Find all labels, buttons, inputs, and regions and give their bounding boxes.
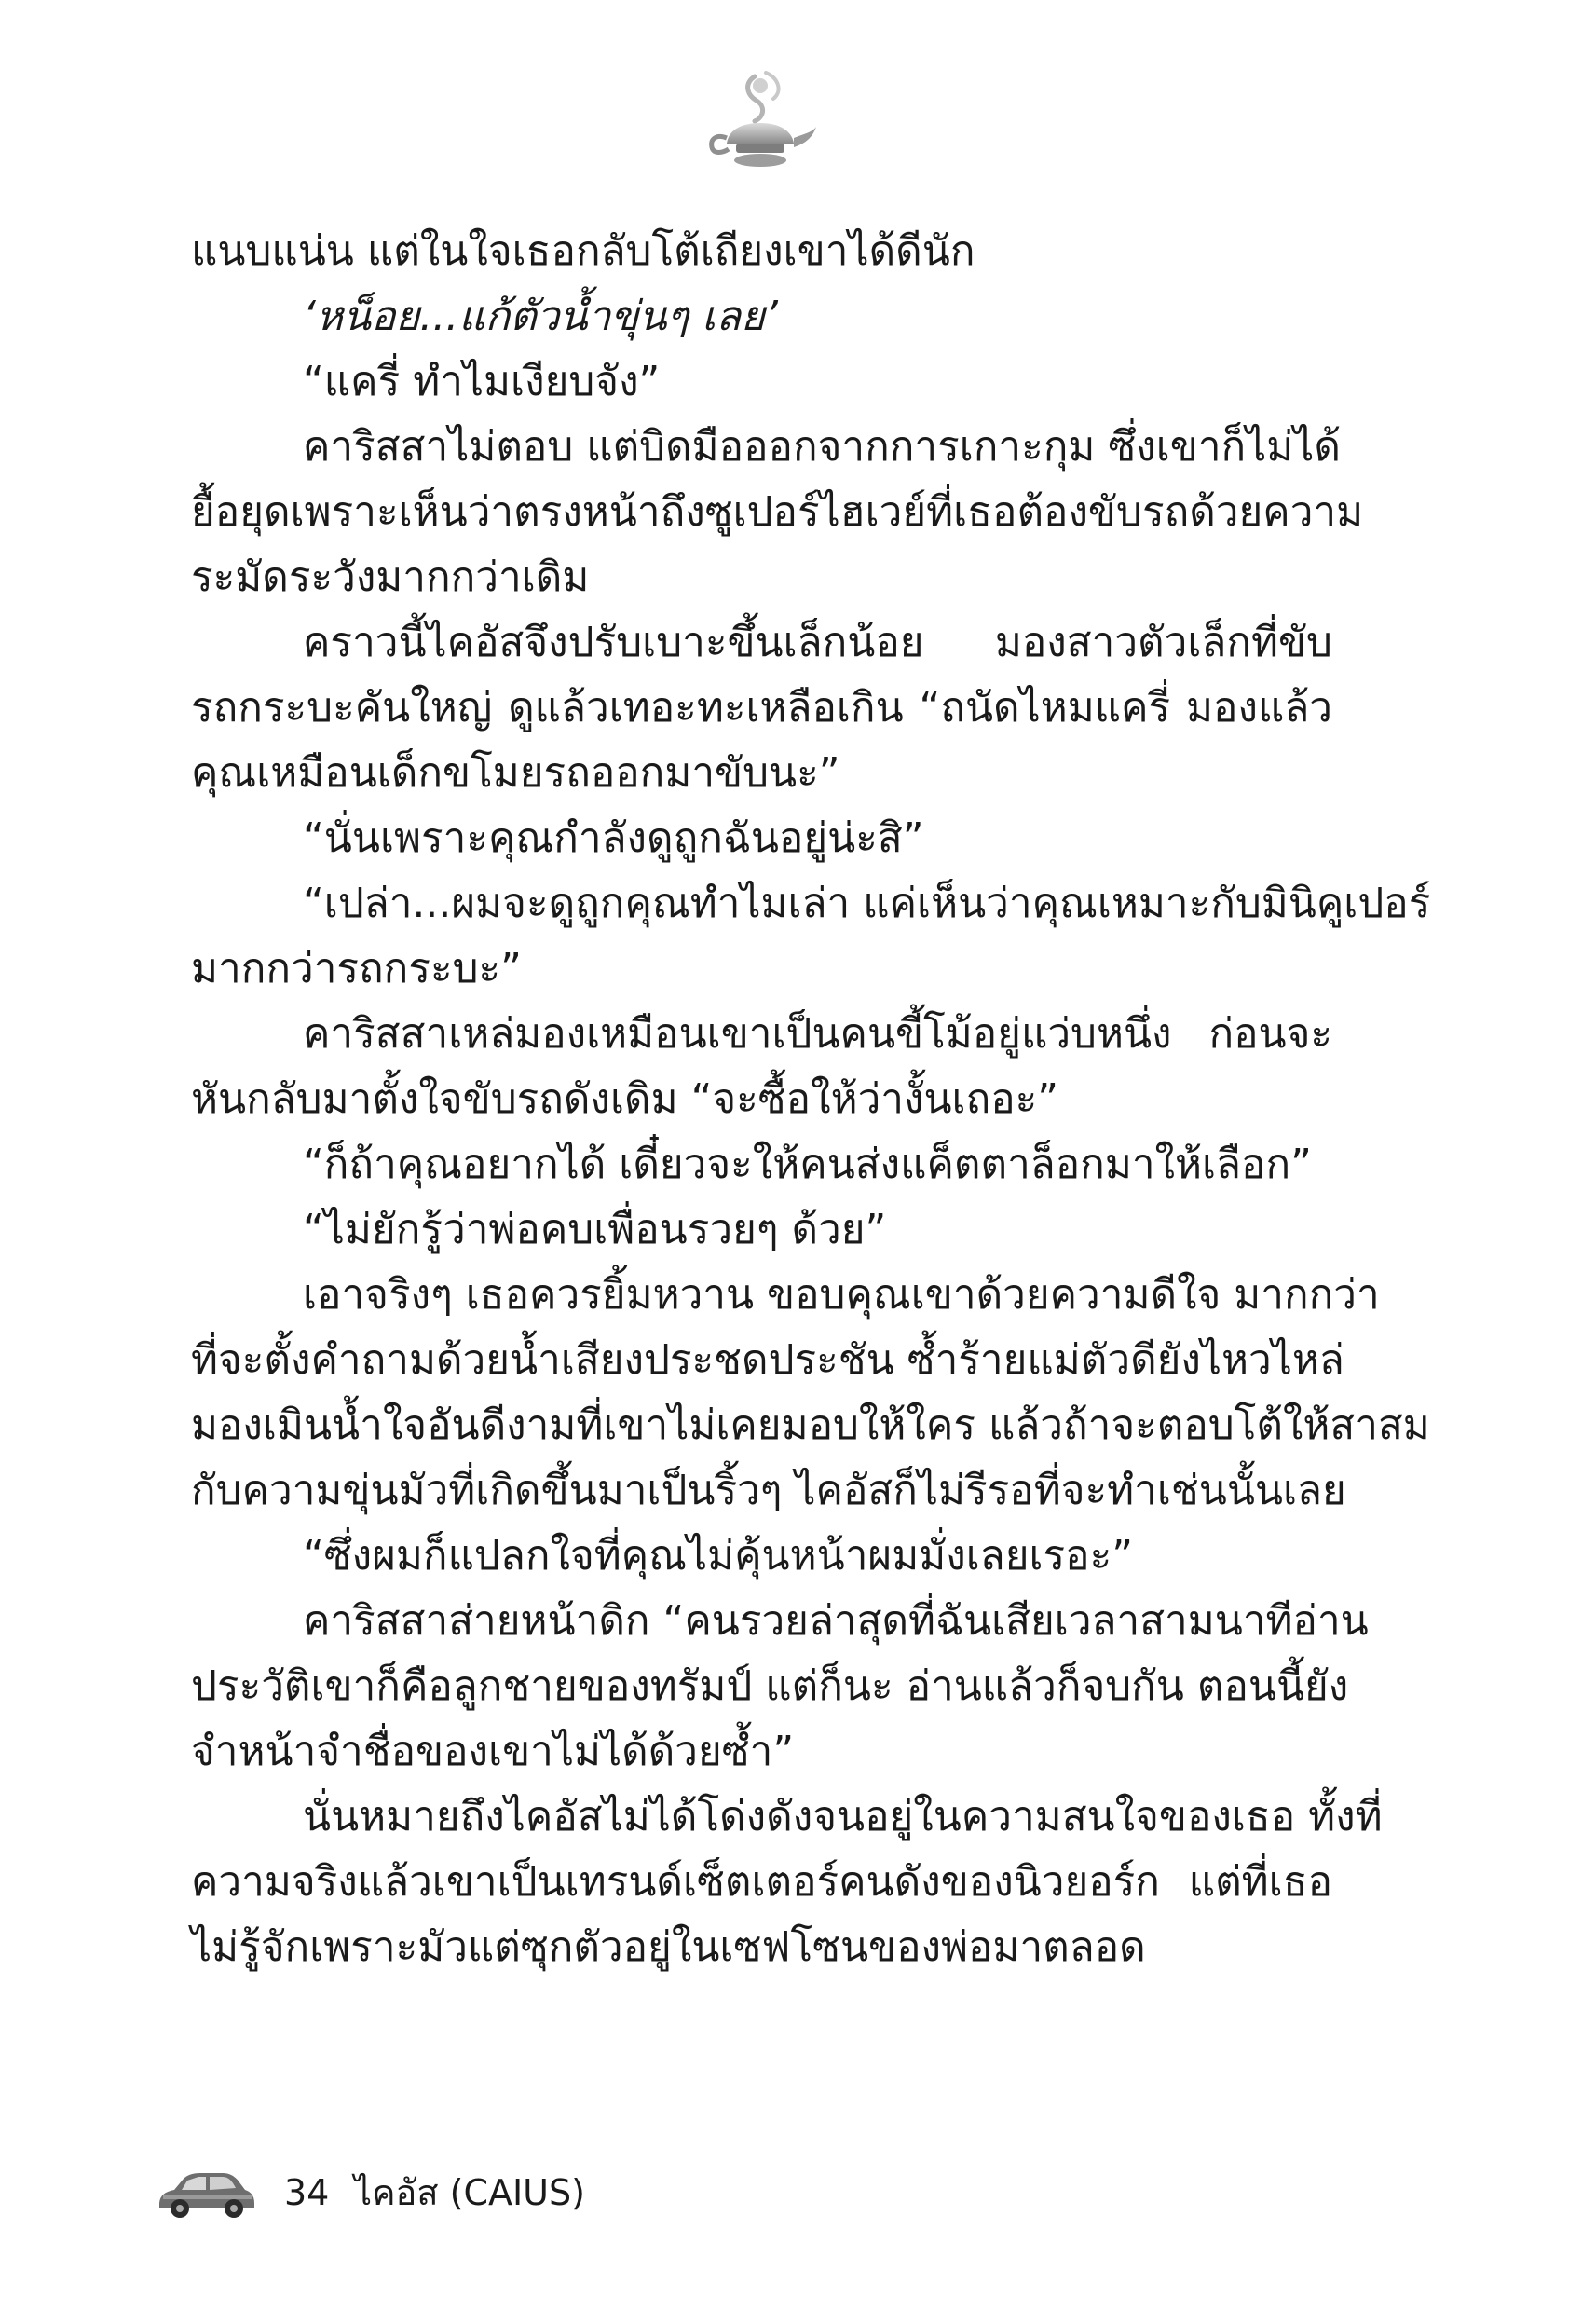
text-line: “เปล่า...ผมจะดูถูกคุณทำไมเล่า แค่เห็นว่าคุณเหมาะกับมินิคูเปอร์ (303, 880, 1431, 927)
text-line: มากกว่ารถกระบะ” (191, 945, 522, 992)
text-line: คาริสสาไม่ตอบ แต่บิดมือออกจากการเกาะกุม ซึ่งเขาก็ไม่ได้ (303, 423, 1342, 471)
page-number: 34 (284, 2172, 330, 2213)
text-line: เอาจริงๆ เธอควรยิ้มหวาน ขอบคุณเขาด้วยความดีใจ มากกว่า (303, 1271, 1380, 1319)
text-line: “ซึ่งผมก็แปลกใจที่คุณไม่คุ้นหน้าผมมั่งเลยเรอะ” (303, 1532, 1133, 1579)
text-line: รถกระบะคันใหญ่ ดูแล้วเทอะทะเหลือเกิน “ถนัดไหมแครี่ มองแล้ว (191, 684, 1332, 732)
text-line: “แครี่ ทำไมเงียบจัง” (303, 358, 661, 405)
text-line: “นั่นเพราะคุณกำลังดูถูกฉันอยู่น่ะสิ” (303, 814, 924, 862)
text-line: “ไม่ยักรู้ว่าพ่อคบเพื่อนรวยๆ ด้วย” (303, 1206, 887, 1253)
text-line: คาริสสาส่ายหน้าดิก “คนรวยล่าสุดที่ฉันเสียเวลาสามนาทีอ่าน (303, 1597, 1369, 1645)
text-line: กับความขุ่นมัวที่เกิดขึ้นมาเป็นริ้วๆ ไคอัสก็ไม่รีรอที่จะทำเช่นนั้นเลย (191, 1467, 1346, 1514)
text-line: ‘หน็อย...แก้ตัวน้ำขุ่นๆ เลย’ (303, 293, 778, 340)
page-footer (154, 2160, 806, 2225)
mini-cooper-car-icon (154, 2167, 256, 2220)
text-line: คุณเหมือนเด็กขโมยรถออกมาขับนะ” (191, 749, 840, 797)
text-line: “ก็ถ้าคุณอยากได้ เดี๋ยวจะให้คนส่งแค็ตตาล็อกมาให้เลือก” (303, 1141, 1312, 1188)
text-line: นั่นหมายถึงไคอัสไม่ได้โด่งดังจนอยู่ในความสนใจของเธอ ทั้งที่ (303, 1793, 1383, 1840)
text-line: ประวัติเขาก็คือลูกชายของทรัมป์ แต่ก็นะ อ่านแล้วก็จบกัน ตอนนี้ยัง (191, 1662, 1349, 1710)
text-line: ระมัดระวังมากกว่าเดิม (191, 554, 590, 601)
text-line: ไม่รู้จักเพราะมัวแต่ซุกตัวอยู่ในเซฟโซนของพ่อมาตลอด (191, 1923, 1146, 1971)
text-line: แนบแน่น แต่ในใจเธอกลับโต้เถียงเขาได้ดีนัก (191, 227, 975, 275)
book-title: ไคอัส (CAIUS) (354, 2172, 585, 2213)
text-line: คาริสสาเหล่มองเหมือนเขาเป็นคนขี้โม้อยู่แว่บหนึ่ง ก่อนจะ (303, 1010, 1332, 1058)
genie-lamp-icon (699, 67, 820, 179)
text-line: มองเมินน้ำใจอันดีงามที่เขาไม่เคยมอบให้ใคร แล้วถ้าจะตอบโต้ให้สาสม (191, 1402, 1430, 1449)
text-line: จำหน้าจำชื่อของเขาไม่ได้ด้วยซ้ำ” (191, 1728, 795, 1775)
text-line: ความจริงแล้วเขาเป็นเทรนด์เซ็ตเตอร์คนดังของนิวยอร์ก แต่ที่เธอ (191, 1858, 1332, 1906)
text-line: ที่จะตั้งคำถามด้วยน้ำเสียงประชดประชัน ซ้ำร้ายแม่ตัวดียังไหวไหล่ (191, 1336, 1344, 1384)
text-line: หันกลับมาตั้งใจขับรถดังเดิม “จะซื้อให้ว่างั้นเถอะ” (191, 1075, 1059, 1123)
text-line: ยื้อยุดเพราะเห็นว่าตรงหน้าถึงซูเปอร์ไฮเวย์ที่เธอต้องขับรถด้วยความ (191, 488, 1364, 536)
text-line: คราวนี้ไคอัสจึงปรับเบาะขึ้นเล็กน้อย มองสาวตัวเล็กที่ขับ (303, 619, 1332, 666)
